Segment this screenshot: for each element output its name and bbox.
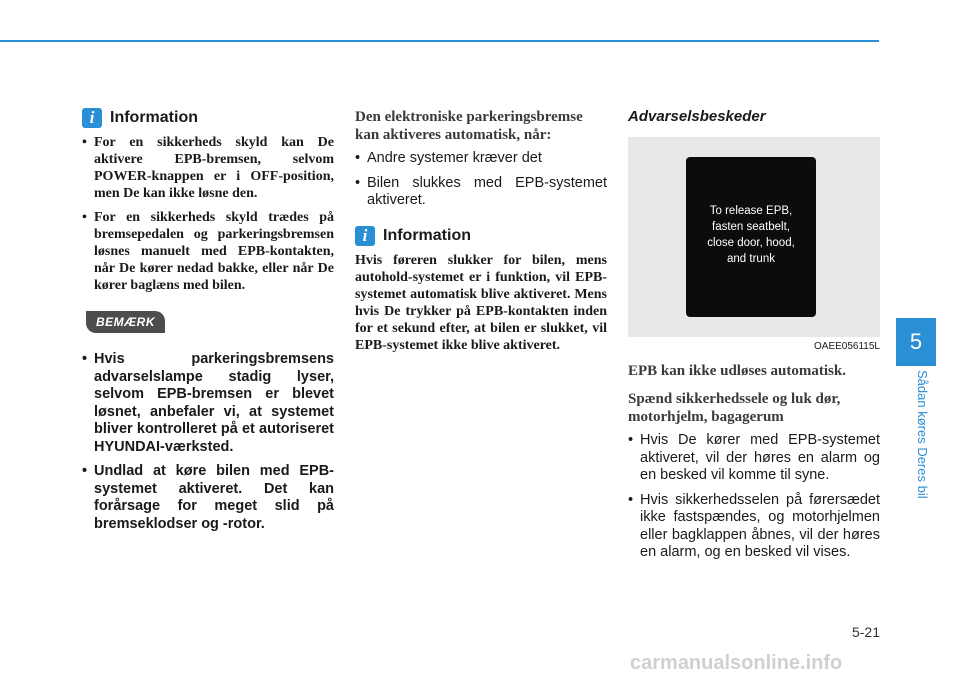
list-item: • Bilen slukkes med EPB-systemet aktiveret.: [355, 175, 607, 210]
section-heading: Den elektroniske parkeringsbremse kan aktiveres automatisk, når:: [355, 109, 583, 143]
message-list: [628, 432, 880, 562]
list-item: • Hvis parkeringsbremsens advarselslampe stadig lyser, selvom EPB-bremsen er blevet løsnet, anbefaler vi, at systemet bliver kontrolleret på et autoriseret HYUNDAI-værksted.: [82, 351, 334, 456]
column-right: [628, 108, 880, 569]
message-title: EPB kan ikke udløses automatisk.: [628, 363, 846, 379]
cluster-message: [686, 203, 816, 267]
info-header: [355, 226, 607, 246]
note-badge: BEMÆRK: [86, 311, 165, 333]
list-item: • Hvis De kører med EPB-systemet aktiveret, vil der høres en alarm og en besked vil komme til syne.: [628, 432, 880, 485]
info-header: [82, 108, 334, 128]
column-left: [82, 108, 334, 540]
message-title: Spænd sikkerhedssele og luk dør, motorhjelm, bagagerum: [628, 391, 841, 425]
info-icon: i: [82, 108, 102, 128]
chapter-title: Sådan køres Deres bil: [915, 370, 930, 499]
cluster-line: close door, hood,: [707, 237, 795, 249]
info-icon: i: [355, 226, 375, 246]
chapter-tab: 5: [896, 318, 936, 366]
info-title: Information: [383, 226, 471, 244]
header-rule: [0, 40, 879, 42]
list-item: • Andre systemer kræver det: [355, 150, 607, 168]
column-middle: [355, 108, 607, 354]
list-item: • For en sikkerheds skyld kan De aktivere EPB-bremsen, selvom POWER-knappen er i OFF-position, men De kan ikke løsne den.: [82, 134, 334, 202]
image-code: OAEE056115L: [814, 341, 880, 352]
page-number: 5-21: [851, 624, 880, 640]
list-item: • Hvis sikkerhedsselen på førersædet ikke fastspændes, og motorhjelmen eller bagklappen åbnes, vil der høres en alarm, og en besked vil vises.: [628, 492, 880, 562]
cluster-line: and trunk: [727, 253, 775, 265]
info-body: [355, 252, 607, 354]
list-item: • For en sikkerheds skyld trædes på bremsepedalen og parkeringsbremsen løsnes manuelt med EPB-kontakten, når De kører nedad bakke, eller når De kører baglæns med bilen.: [82, 209, 334, 294]
watermark: carmanualsonline.info: [630, 652, 843, 674]
section-heading: Advarselsbeskeder: [628, 108, 766, 125]
cluster-line: To release EPB,: [709, 205, 793, 217]
info-list: [82, 134, 334, 294]
auto-activate-list: [355, 150, 607, 210]
list-item: • Undlad at køre bilen med EPB-systemet aktiveret. Det kan forårsage for meget slid på bremseklodser og -rotor.: [82, 463, 334, 533]
cluster-display: [686, 157, 816, 317]
cluster-image: [628, 137, 880, 337]
note-list: [82, 351, 334, 533]
info-title: Information: [110, 109, 198, 126]
cluster-line: fasten seatbelt,: [712, 221, 790, 233]
info-text: Hvis føreren slukker for bilen, mens autohold-systemet er i funktion, vil EPB-systemet automatisk blive aktiveret. Mens hvis De trykker på EPB-kontakten inden for et sekund efter, at bilen er slukket, vil EPB-systemet ikke blive aktiveret.: [355, 252, 607, 353]
